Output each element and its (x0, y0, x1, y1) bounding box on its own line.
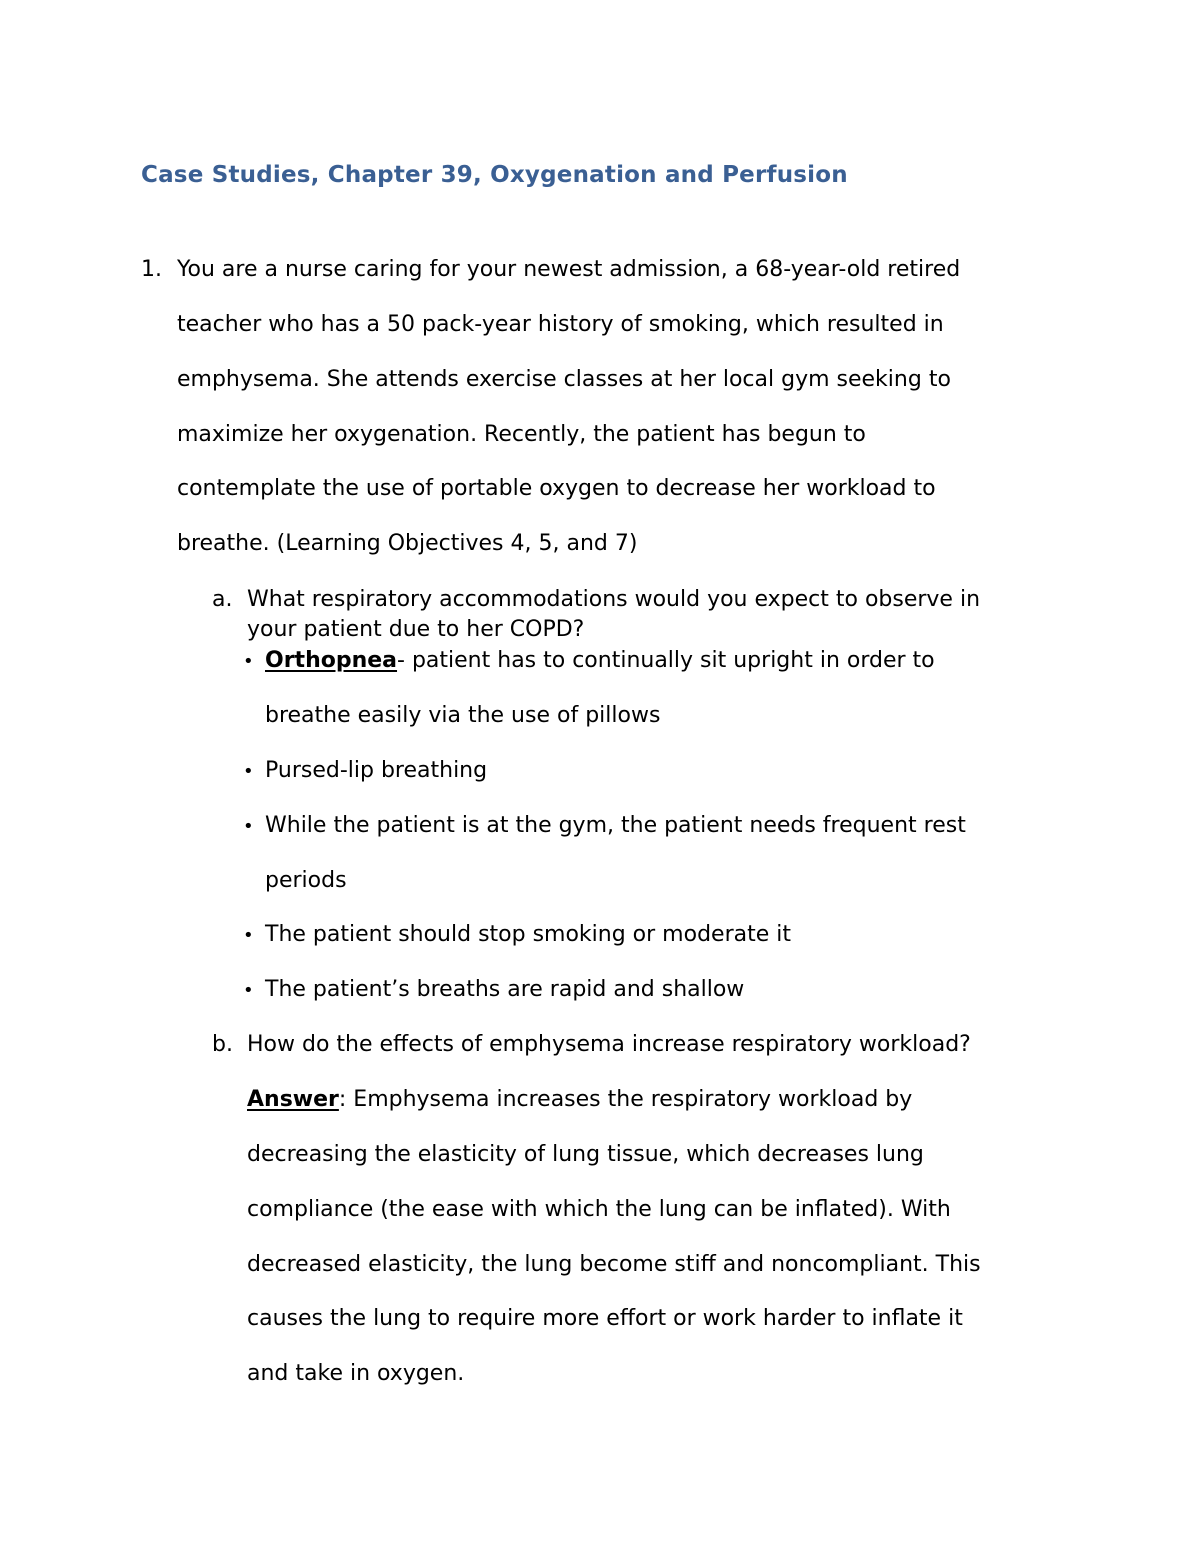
page-title: Case Studies, Chapter 39, Oxygenation and Perfusion (141, 162, 848, 188)
answer-line: causes the lung to require more effort or work harder to inflate it (247, 1306, 963, 1331)
answer-line: decreased elasticity, the lung become stiff and noncompliant. This (247, 1252, 981, 1277)
orthopnea-description-cont: breathe easily via the use of pillows (265, 703, 661, 728)
part-a-line: your patient due to her COPD? (247, 617, 585, 642)
bullet-dot: • (243, 980, 254, 1001)
part-a-marker: a. (212, 587, 233, 612)
question-line: You are a nurse caring for your newest admission, a 68-year-old retired (177, 257, 961, 282)
part-b-block (247, 1030, 981, 1389)
bullet-text: The patient should stop smoking or moderate it (265, 922, 791, 947)
orthopnea-description: - patient has to continually sit upright in order to (397, 648, 935, 673)
part-a-line: What respiratory accommodations would you expect to observe in (247, 587, 981, 612)
question-1-text (177, 255, 960, 559)
part-b-question: How do the effects of emphysema increase respiratory workload? (247, 1032, 971, 1057)
bullet-stop-smoking (265, 920, 791, 950)
answer-text: : Emphysema increases the respiratory workload by (338, 1087, 913, 1112)
bullet-rapid-breaths (265, 975, 744, 1005)
question-line: contemplate the use of portable oxygen to decrease her workload to (177, 476, 936, 501)
question-number: 1. (141, 257, 162, 282)
answer-line: and take in oxygen. (247, 1361, 465, 1386)
bullet-gym-rest (265, 811, 966, 896)
answer-label: Answer (247, 1087, 339, 1112)
bullet-orthopnea (265, 646, 935, 731)
part-b-marker: b. (212, 1032, 233, 1057)
part-a-question (247, 585, 980, 645)
question-line: maximize her oxygenation. Recently, the patient has begun to (177, 422, 866, 447)
question-line: breathe. (Learning Objectives 4, 5, and 7) (177, 531, 638, 556)
bullet-dot: • (243, 925, 254, 946)
bullet-text-cont: periods (265, 868, 347, 893)
orthopnea-term: Orthopnea (265, 648, 398, 673)
bullet-dot: • (243, 816, 254, 837)
question-line: teacher who has a 50 pack-year history of smoking, which resulted in (177, 312, 944, 337)
bullet-text: The patient’s breaths are rapid and shallow (265, 977, 745, 1002)
bullet-dot: • (243, 761, 254, 782)
answer-line: compliance (the ease with which the lung can be inflated). With (247, 1197, 951, 1222)
answer-line: decreasing the elasticity of lung tissue, which decreases lung (247, 1142, 924, 1167)
bullet-text: Pursed-lip breathing (265, 758, 488, 783)
bullet-dot: • (243, 651, 254, 672)
bullet-pursed-lip (265, 756, 487, 786)
bullet-text: While the patient is at the gym, the patient needs frequent rest (265, 813, 966, 838)
question-line: emphysema. She attends exercise classes at her local gym seeking to (177, 367, 951, 392)
